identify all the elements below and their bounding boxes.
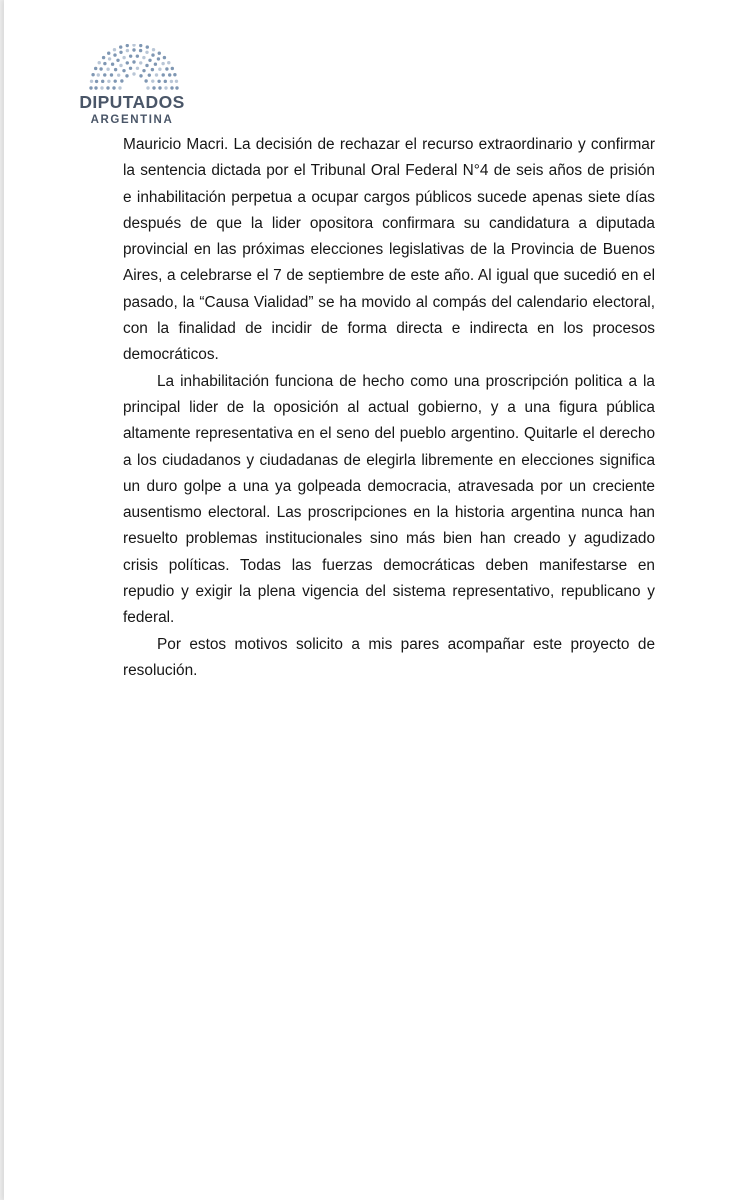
hemicycle-seat <box>89 86 92 89</box>
hemicycle-seat <box>100 86 103 89</box>
hemicycle-seat <box>132 44 135 47</box>
hemicycle-seat <box>132 48 135 51</box>
hemicycle-seat <box>103 62 106 65</box>
hemicycle-seat <box>122 69 125 72</box>
hemicycle-seat <box>151 68 154 71</box>
hemicycle-seat <box>164 80 167 83</box>
hemicycle-seat <box>102 56 105 59</box>
hemicycle-seat <box>125 74 128 77</box>
hemicycle-seat <box>165 67 168 70</box>
hemicycle-seat <box>129 67 132 70</box>
hemicycle-seat <box>122 56 125 59</box>
hemicycle-seat <box>94 67 97 70</box>
hemicycle-seat <box>106 67 109 70</box>
hemicycle-seat <box>108 57 111 60</box>
hemicycle-seat <box>119 64 122 67</box>
hemicycle-seat <box>170 80 173 83</box>
hemicycle-seat <box>129 54 132 57</box>
logo-name: DIPUTADOS <box>79 92 185 112</box>
hemicycle-seat <box>112 86 115 89</box>
hemicycle-seat <box>126 49 129 52</box>
hemicycle-seat <box>157 57 160 60</box>
hemicycle-seat <box>170 86 173 89</box>
hemicycle-seat <box>175 80 178 83</box>
hemicycle-seat <box>91 73 94 76</box>
hemicycle-seat <box>119 45 122 48</box>
hemicycle-seat <box>98 61 101 64</box>
paragraph-1: Mauricio Macri. La decisión de rechazar el recurso extraordinario y confirmar la sentencia dictada por el Tribunal Oral Federal N°4 de seis años de prisión e inhabilitación perpetua a ocupar cargos públicos sucede apenas siete días después de que la lider opositora confirmara su candidatura a diputada provincial en las próximas elecciones legislativas de la Provincia de Buenos Aires, a celebrarse el 7 de septiembre de este año. Al igual que sucedió en el pasado, la “Causa Vialidad” se ha movido al compás del calendario electoral, con la finalidad de incidir de forma directa e indirecta en los procesos democráticos. <box>123 136 655 364</box>
hemicycle-seat <box>103 73 106 76</box>
hemicycle-seat <box>158 86 161 89</box>
hemicycle-seat <box>106 86 109 89</box>
hemicycle-seat <box>167 61 170 64</box>
hemicycle-seat <box>151 79 154 82</box>
hemicycle-seat <box>114 68 117 71</box>
hemicycle-seat <box>144 79 147 82</box>
hemicycle-seat <box>139 61 142 64</box>
hemicycle-seat <box>175 86 178 89</box>
paragraph-2: La inhabilitación funciona de hecho como una proscripción politica a la principal lider de la oposición al actual gobierno, y a una figura pública altamente representativa en el seno del pueblo argentino. Quitarle el derecho a los ciudadanos y ciudadanas de elegirla libremente en elecciones significa un duro golpe a una ya golpeada democracia, atravesada por un creciente ausentismo electoral. Las proscripciones en la historia argentina nunca han resuelto problemas institucionales sino más bien han creado y agudizado crisis políticas. Todas las fuerzas democráticas deben manifestarse en repudio y exigir la plena vigencia del sistema representativo, republicano y federal. <box>123 372 655 627</box>
hemicycle-seat <box>161 62 164 65</box>
hemicycle-seat <box>145 64 148 67</box>
hemicycle-seat <box>114 79 117 82</box>
hemicycle-seat <box>126 61 129 64</box>
hemicycle-seat <box>163 56 166 59</box>
document-body <box>123 132 655 684</box>
hemicycle-seat <box>171 67 174 70</box>
hemicycle-seat <box>164 86 167 89</box>
hemicycle-seat <box>117 73 120 76</box>
hemicycle-seat <box>90 80 93 83</box>
hemicycle-seat <box>142 56 145 59</box>
hemicycle-seat <box>94 86 97 89</box>
hemicycle-seat <box>139 44 142 47</box>
hemicycle-seat <box>146 45 149 48</box>
hemicycle-seat <box>168 73 171 76</box>
hemicycle-seat <box>101 80 104 83</box>
hemicycle-seat <box>99 67 102 70</box>
hemicycle-seat <box>155 73 158 76</box>
hemicycle-seat <box>162 73 165 76</box>
hemicycle-seat <box>132 72 135 75</box>
document-page <box>4 0 747 1200</box>
hemicycle-seat <box>151 53 154 56</box>
hemicycle-seat <box>116 59 119 62</box>
hemicycle-seat <box>119 51 122 54</box>
hemicycle-seat <box>126 44 129 47</box>
hemicycle-seat <box>158 67 161 70</box>
hemicycle-seat <box>132 60 135 63</box>
hemicycle-seat <box>152 48 155 51</box>
hemicycle-seat <box>157 80 160 83</box>
logo-country: ARGENTINA <box>90 114 174 126</box>
hemicycle-seat <box>113 53 116 56</box>
hemicycle-seat <box>111 63 114 66</box>
hemicycle-seat <box>139 74 142 77</box>
hemicycle-seat <box>120 79 123 82</box>
diputados-logo <box>74 44 194 126</box>
hemicycle-seat <box>113 48 116 51</box>
hemicycle-seat <box>136 54 139 57</box>
hemicycle-seat <box>97 73 100 76</box>
hemicycle-seat <box>95 80 98 83</box>
hemicycle-seat <box>148 73 151 76</box>
hemicycle-seat <box>145 51 148 54</box>
hemicycle-seat <box>146 86 149 89</box>
hemicycle-seat <box>142 69 145 72</box>
hemicycle-seat <box>107 52 110 55</box>
hemicycle-icon <box>88 44 180 90</box>
hemicycle-seat <box>148 59 151 62</box>
hemicycle-seat <box>158 52 161 55</box>
hemicycle-seat <box>173 73 176 76</box>
hemicycle-seat <box>107 80 110 83</box>
hemicycle-seat <box>118 86 121 89</box>
hemicycle-seat <box>110 73 113 76</box>
hemicycle-seat <box>154 63 157 66</box>
hemicycle-seat <box>139 49 142 52</box>
hemicycle-seat <box>136 67 139 70</box>
hemicycle-seat <box>152 86 155 89</box>
paragraph-3: Por estos motivos solicito a mis pares acompañar este proyecto de resolución. <box>123 635 655 679</box>
